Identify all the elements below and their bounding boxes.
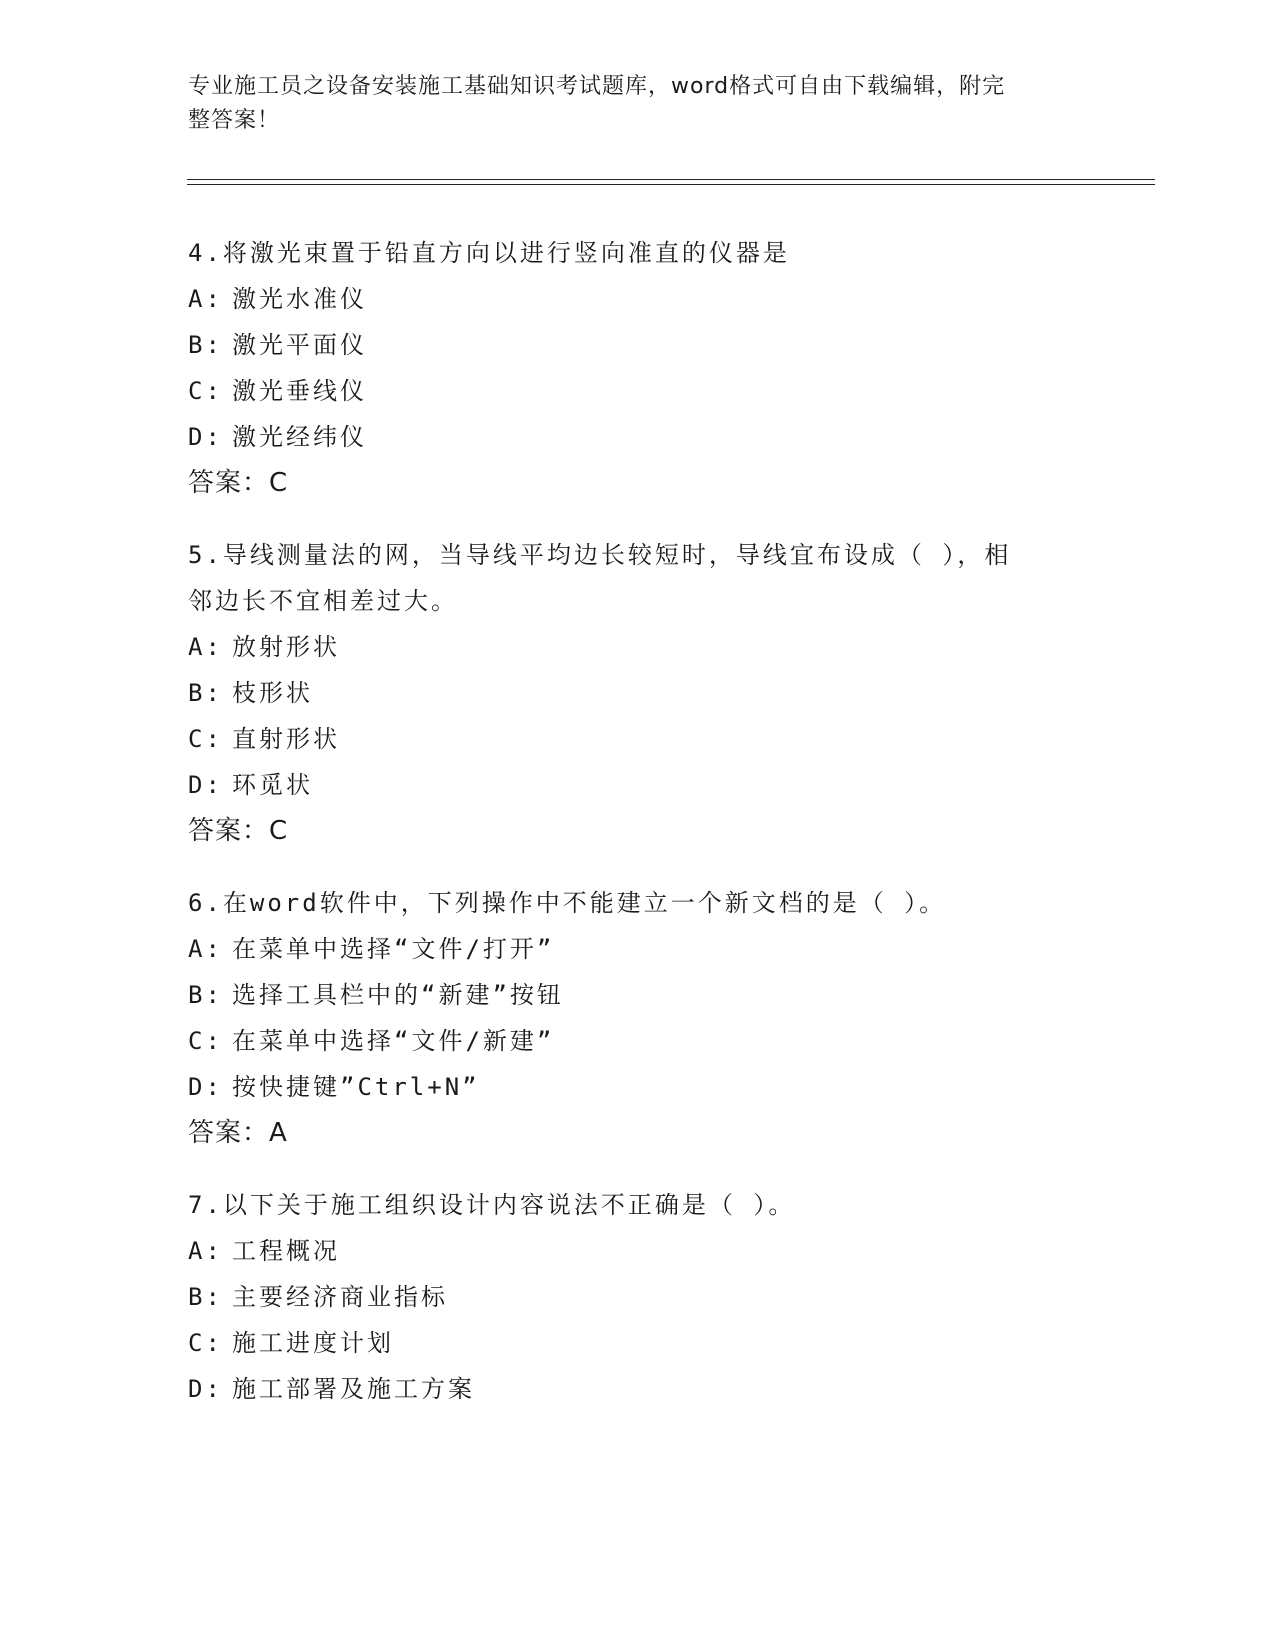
option-key: D:: [188, 1073, 223, 1101]
option-text: 直射形状: [232, 725, 340, 753]
question-7: [188, 1182, 1088, 1412]
option-b: [188, 1274, 1088, 1320]
option-a: [188, 1228, 1088, 1274]
question-stem-line-1: 5.导线测量法的网，当导线平均边长较短时，导线宜布设成（ ），相: [188, 541, 1012, 569]
option-key: A:: [188, 285, 223, 313]
option-key: C:: [188, 377, 223, 405]
header-line-1: 专业施工员之设备安装施工基础知识考试题库，word格式可自由下载编辑，附完: [188, 74, 1006, 99]
question-stem: 7.以下关于施工组织设计内容说法不正确是（ ）。: [188, 1191, 796, 1219]
option-text: 主要经济商业指标: [232, 1283, 448, 1311]
option-text: 工程概况: [232, 1237, 340, 1265]
option-key: A:: [188, 1237, 223, 1265]
option-d: [188, 1064, 1088, 1110]
option-key: C:: [188, 1329, 223, 1357]
question-stem-line-2: 邻边长不宜相差过大。: [188, 587, 458, 615]
option-key: A:: [188, 935, 223, 963]
question-4: [188, 230, 1088, 506]
option-d: [188, 1366, 1088, 1412]
option-b: [188, 322, 1088, 368]
option-key: C:: [188, 725, 223, 753]
option-text: 激光经纬仪: [232, 423, 367, 451]
answer-line: 答案：A: [188, 1118, 288, 1148]
option-text: 按快捷键”Ctrl+N”: [232, 1073, 480, 1101]
answer-line: 答案：C: [188, 468, 289, 498]
option-key: C:: [188, 1027, 223, 1055]
header-divider-bottom: [187, 184, 1155, 185]
question-5: [188, 532, 1088, 854]
option-key: A:: [188, 633, 223, 661]
answer-line: 答案：C: [188, 816, 289, 846]
option-c: [188, 368, 1088, 414]
option-text: 环觅状: [232, 771, 313, 799]
header-divider-top: [187, 179, 1155, 180]
option-key: D:: [188, 423, 223, 451]
question-list: [188, 230, 1088, 1438]
header-line-2: 整答案！: [188, 108, 281, 133]
option-text: 施工部署及施工方案: [232, 1375, 475, 1403]
option-c: [188, 716, 1088, 762]
option-text: 放射形状: [232, 633, 340, 661]
question-stem: 6.在word软件中，下列操作中不能建立一个新文档的是（ ）。: [188, 889, 947, 917]
option-key: B:: [188, 981, 223, 1009]
option-text: 枝形状: [232, 679, 313, 707]
document-header: [188, 70, 1088, 138]
option-c: [188, 1018, 1088, 1064]
option-text: 选择工具栏中的“新建”按钮: [232, 981, 564, 1009]
question-stem: 4.将激光束置于铅直方向以进行竖向准直的仪器是: [188, 239, 790, 267]
option-key: B:: [188, 1283, 223, 1311]
option-text: 施工进度计划: [232, 1329, 394, 1357]
option-key: B:: [188, 679, 223, 707]
option-b: [188, 972, 1088, 1018]
option-text: 激光垂线仪: [232, 377, 367, 405]
option-text: 激光水准仪: [232, 285, 367, 313]
option-key: B:: [188, 331, 223, 359]
option-a: [188, 276, 1088, 322]
option-b: [188, 670, 1088, 716]
option-text: 在菜单中选择“文件/新建”: [232, 1027, 555, 1055]
option-d: [188, 414, 1088, 460]
question-6: [188, 880, 1088, 1156]
option-key: D:: [188, 1375, 223, 1403]
option-d: [188, 762, 1088, 808]
option-text: 在菜单中选择“文件/打开”: [232, 935, 555, 963]
option-a: [188, 624, 1088, 670]
option-a: [188, 926, 1088, 972]
option-c: [188, 1320, 1088, 1366]
option-key: D:: [188, 771, 223, 799]
option-text: 激光平面仪: [232, 331, 367, 359]
